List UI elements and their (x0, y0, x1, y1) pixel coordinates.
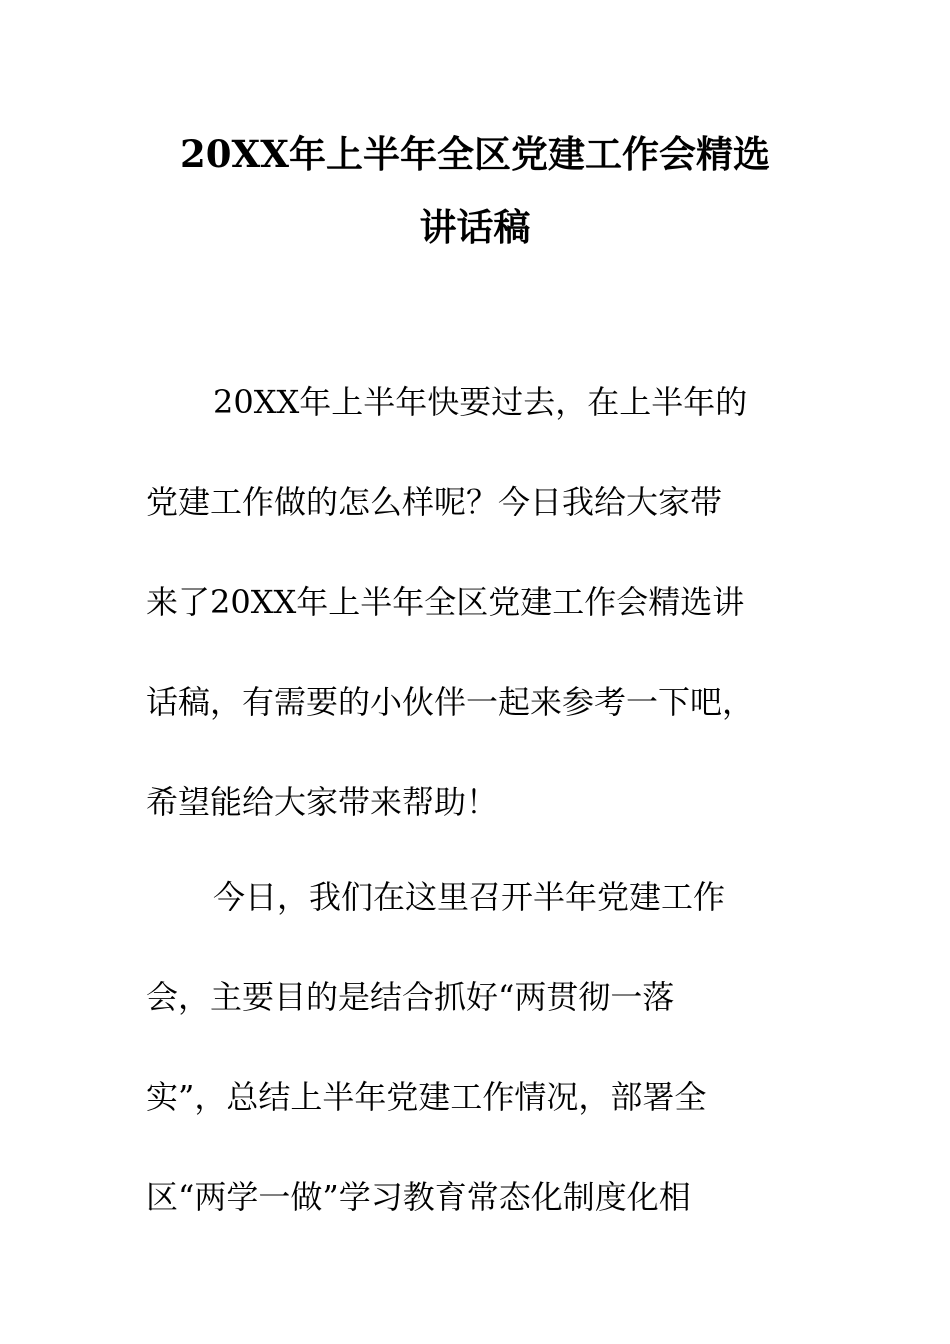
document-title-line-2: 讲话稿 (419, 205, 531, 249)
paragraph-1-line-2: 党建工作做的怎么样呢？今日我给大家带 (146, 483, 723, 521)
paragraph-1-line-4: 话稿，有需要的小伙伴一起来参考一下吧， (146, 683, 755, 721)
paragraph-2-line-3: 实”，总结上半年党建工作情况，部署全 (146, 1078, 707, 1116)
paragraph-1-line-1: 20XX年上半年快要过去，在上半年的 (213, 383, 748, 421)
paragraph-2-line-2: 会，主要目的是结合抓好“两贯彻一落 (146, 978, 675, 1016)
paragraph-1-line-3: 来了20XX年上半年全区党建工作会精选讲 (146, 583, 745, 621)
paragraph-1-line-5: 希望能给大家带来帮助！ (146, 783, 499, 821)
paragraph-2-line-4: 区“两学一做”学习教育常态化制度化相 (146, 1178, 691, 1216)
paragraph-2-line-1: 今日，我们在这里召开半年党建工作 (213, 878, 726, 916)
document-title-line-1: 20XX年上半年全区党建工作会精选 (180, 132, 770, 176)
